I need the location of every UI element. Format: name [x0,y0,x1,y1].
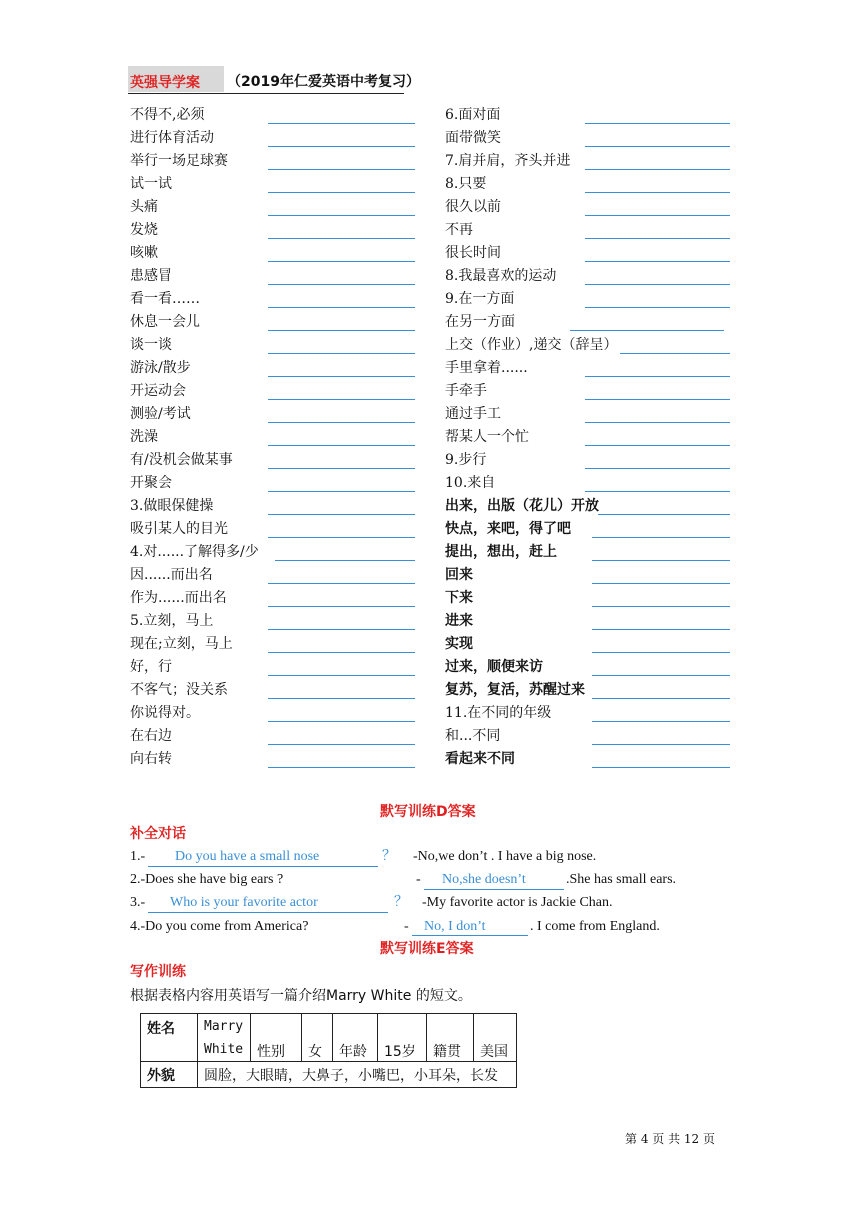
left-item-row [130,589,430,612]
item-label: 11.在不同的年级 [445,705,552,721]
right-item-row [445,175,745,198]
item-label: 出来，出版（花儿）开放 [445,498,599,514]
answer-line [592,583,730,584]
header-brand-text: 英强导学案 [130,75,200,91]
right-item-row [445,359,745,382]
answer-line [592,698,730,699]
right-item-row [445,750,745,773]
answer-line [268,307,415,308]
right-item-row [445,290,745,313]
dialog-3-num: 3.- [130,895,146,910]
answer-line [592,744,730,745]
right-item-row [445,244,745,267]
item-label: 咳嗽 [130,245,158,261]
right-item-row [445,198,745,221]
answer-line [585,445,730,446]
item-label: 开聚会 [130,475,172,491]
answer-line [268,537,415,538]
item-label: 帮某人一个忙 [445,429,529,445]
answer-line [268,606,415,607]
answer-line [268,491,415,492]
answer-line [268,422,415,423]
left-item-row [130,198,430,221]
right-item-row [445,520,745,543]
item-label: 谈一谈 [130,337,172,353]
item-label: 好，行 [130,659,172,675]
profile-table [140,1013,517,1088]
dialog-1-underline [148,866,378,867]
answer-line [268,261,415,262]
item-label: 回来 [445,567,473,583]
right-item-row [445,152,745,175]
item-label: 上交（作业）,递交（辞呈） [445,337,618,353]
answer-line [592,767,730,768]
answer-line [268,169,415,170]
answer-line [592,606,730,607]
right-item-row [445,727,745,750]
answer-line [268,215,415,216]
header-brand [128,66,224,92]
dialog-4-rest: . I come from England. [530,919,660,934]
answer-line [585,422,730,423]
left-item-row [130,313,430,336]
right-item-row [445,635,745,658]
item-label: 通过手工 [445,406,501,422]
item-label: 在另一方面 [445,314,515,330]
item-label: 测验/考试 [130,406,191,422]
dialog-3-reply: -My favorite actor is Jackie Chan. [422,895,613,910]
gender-value: 女 [302,1014,333,1062]
answer-line [598,514,730,515]
item-label: 游泳/散步 [130,360,191,376]
answer-line [592,652,730,653]
answer-line [585,284,730,285]
item-label: 现在;立刻，马上 [130,636,233,652]
right-item-row [445,543,745,566]
dialog-4-prompt: 4.-Do you come from America? [130,919,309,934]
item-label: 4.对......了解得多/少 [130,544,259,560]
answer-line [268,629,415,630]
dialog-2-answer: No,she doesn’t [442,872,526,887]
item-label: 提出，想出，赶上 [445,544,557,560]
dialog-2-dash: - [416,872,421,887]
item-label: 和...不同 [445,728,501,744]
item-label: 在右边 [130,728,172,744]
left-item-row [130,428,430,451]
item-label: 复苏，复活，苏醒过来 [445,682,585,698]
origin-value: 美国 [474,1014,517,1062]
answer-line [585,399,730,400]
right-item-row [445,474,745,497]
answer-line [585,468,730,469]
answer-line [592,721,730,722]
left-item-row [130,152,430,175]
answer-line [570,330,724,331]
left-item-row [130,497,430,520]
item-label: 9.在一方面 [445,291,515,307]
left-item-row [130,635,430,658]
page-footer: 第 4 页 共 12 页 [625,1132,715,1146]
dialog-3-underline [148,912,388,913]
item-label: 发烧 [130,222,158,238]
name-first: Marry [204,1019,244,1034]
right-item-row [445,497,745,520]
appearance-label: 外貌 [141,1062,198,1088]
item-label: 你说得对。 [130,705,200,721]
dialog-4-dash: - [404,919,409,934]
dialog-1-qmark: ？ [382,849,396,864]
header-underline [128,93,404,94]
item-label: 试一试 [130,176,172,192]
item-label: 因......而出名 [130,567,213,583]
right-item-row [445,336,745,359]
item-label: 3.做眼保健操 [130,498,214,514]
answer-line [585,491,730,492]
item-label: 10.来自 [445,475,496,491]
answer-line [585,169,730,170]
item-label: 看起来不同 [445,751,515,767]
right-item-row [445,704,745,727]
left-item-row [130,336,430,359]
left-item-row [130,520,430,543]
item-label: 8.只要 [445,176,487,192]
dialog-1-num: 1.- [130,849,146,864]
left-item-row [130,175,430,198]
dialog-3-qmark: ？ [394,895,408,910]
answer-line [585,215,730,216]
right-item-row [445,382,745,405]
left-item-row [130,106,430,129]
right-item-row [445,221,745,244]
name-last: White [204,1042,244,1057]
answer-line [268,353,415,354]
name-label: 姓名 [141,1014,198,1062]
right-item-row [445,612,745,635]
left-item-row [130,359,430,382]
answer-line [268,330,415,331]
section-e-title: 默写训练E答案 [380,941,474,957]
left-item-row [130,451,430,474]
item-label: 不再 [445,222,473,238]
answer-line [585,192,730,193]
origin-label: 籍贯 [427,1014,474,1062]
left-item-row [130,681,430,704]
answer-line [268,652,415,653]
answer-line [268,192,415,193]
item-label: 手里拿着...... [445,360,528,376]
dialog-4-underline [412,935,528,936]
right-item-row [445,129,745,152]
left-item-row [130,543,430,566]
answer-line [268,238,415,239]
answer-line [268,468,415,469]
answer-line [585,376,730,377]
left-item-row [130,704,430,727]
gender-label: 性别 [251,1014,302,1062]
right-item-row [445,428,745,451]
answer-line [268,123,415,124]
answer-line [585,307,730,308]
left-item-row [130,382,430,405]
age-label: 年龄 [333,1014,378,1062]
item-label: 开运动会 [130,383,186,399]
answer-line [268,675,415,676]
dialog-2-rest: .She has small ears. [566,872,677,887]
right-item-row [445,681,745,704]
left-item-row [130,405,430,428]
right-item-row [445,566,745,589]
right-item-row [445,589,745,612]
right-item-row [445,658,745,681]
item-label: 休息一会儿 [130,314,200,330]
item-label: 很久以前 [445,199,501,215]
item-label: 不得不,必须 [130,107,205,123]
section-e-intro: 根据表格内容用英语写一篇介绍Marry White 的短文。 [130,988,472,1004]
item-label: 面带微笑 [445,130,501,146]
item-label: 7.肩并肩，齐头并进 [445,153,571,169]
left-item-row [130,129,430,152]
item-label: 很长时间 [445,245,501,261]
answer-line [268,445,415,446]
section-d-title: 默写训练D答案 [380,804,476,820]
right-item-row [445,313,745,336]
answer-line [268,698,415,699]
answer-line [268,744,415,745]
right-item-row [445,451,745,474]
answer-line [268,767,415,768]
left-item-row [130,244,430,267]
item-label: 实现 [445,636,473,652]
dialog-2-underline [424,889,564,890]
answer-line [592,629,730,630]
section-d-subtitle: 补全对话 [130,826,186,842]
answer-line [268,399,415,400]
item-label: 过来，顺便来访 [445,659,543,675]
left-item-row [130,474,430,497]
right-item-row [445,106,745,129]
item-label: 作为......而出名 [130,590,227,606]
item-label: 吸引某人的目光 [130,521,228,537]
item-label: 不客气；没关系 [130,682,228,698]
answer-line [268,146,415,147]
answer-line [268,514,415,515]
answer-line [275,560,415,561]
left-item-row [130,290,430,313]
answer-line [620,353,730,354]
dialog-1-reply: -No,we don’t . I have a big nose. [413,849,597,864]
answer-line [592,675,730,676]
age-value: 15岁 [378,1014,427,1062]
left-item-row [130,612,430,635]
dialog-4-answer: No, I don’t [424,919,486,934]
item-label: 9.步行 [445,452,487,468]
answer-line [585,261,730,262]
answer-line [268,583,415,584]
answer-line [592,560,730,561]
item-label: 6.面对面 [445,107,501,123]
answer-line [585,238,730,239]
item-label: 有/没机会做某事 [130,452,233,468]
dialog-2-prompt: 2.-Does she have big ears ? [130,872,284,887]
item-label: 快点，来吧，得了吧 [445,521,571,537]
left-item-row [130,221,430,244]
item-label: 进来 [445,613,473,629]
item-label: 举行一场足球赛 [130,153,228,169]
left-item-row [130,566,430,589]
dialog-3-answer: Who is your favorite actor [170,895,318,910]
right-item-row [445,405,745,428]
answer-line [268,284,415,285]
left-item-row [130,727,430,750]
answer-line [585,146,730,147]
item-label: 洗澡 [130,429,158,445]
item-label: 患感冒 [130,268,172,284]
header-title: （2019年仁爱英语中考复习） [227,74,420,90]
right-item-row [445,267,745,290]
left-item-row [130,658,430,681]
item-label: 看一看…… [130,291,200,307]
item-label: 进行体育活动 [130,130,214,146]
item-label: 手牵手 [445,383,487,399]
answer-line [268,376,415,377]
section-e-subtitle: 写作训练 [130,964,186,980]
left-item-row [130,267,430,290]
answer-line [268,721,415,722]
name-value [198,1014,251,1062]
answer-line [592,537,730,538]
item-label: 下来 [445,590,473,606]
dialog-1-answer: Do you have a small nose [175,849,320,864]
left-item-row [130,750,430,773]
answer-line [585,123,730,124]
item-label: 头痛 [130,199,158,215]
item-label: 向右转 [130,751,172,767]
item-label: 8.我最喜欢的运动 [445,268,557,284]
item-label: 5.立刻，马上 [130,613,214,629]
appearance-value: 圆脸，大眼睛，大鼻子，小嘴巴，小耳朵，长发 [198,1062,517,1088]
